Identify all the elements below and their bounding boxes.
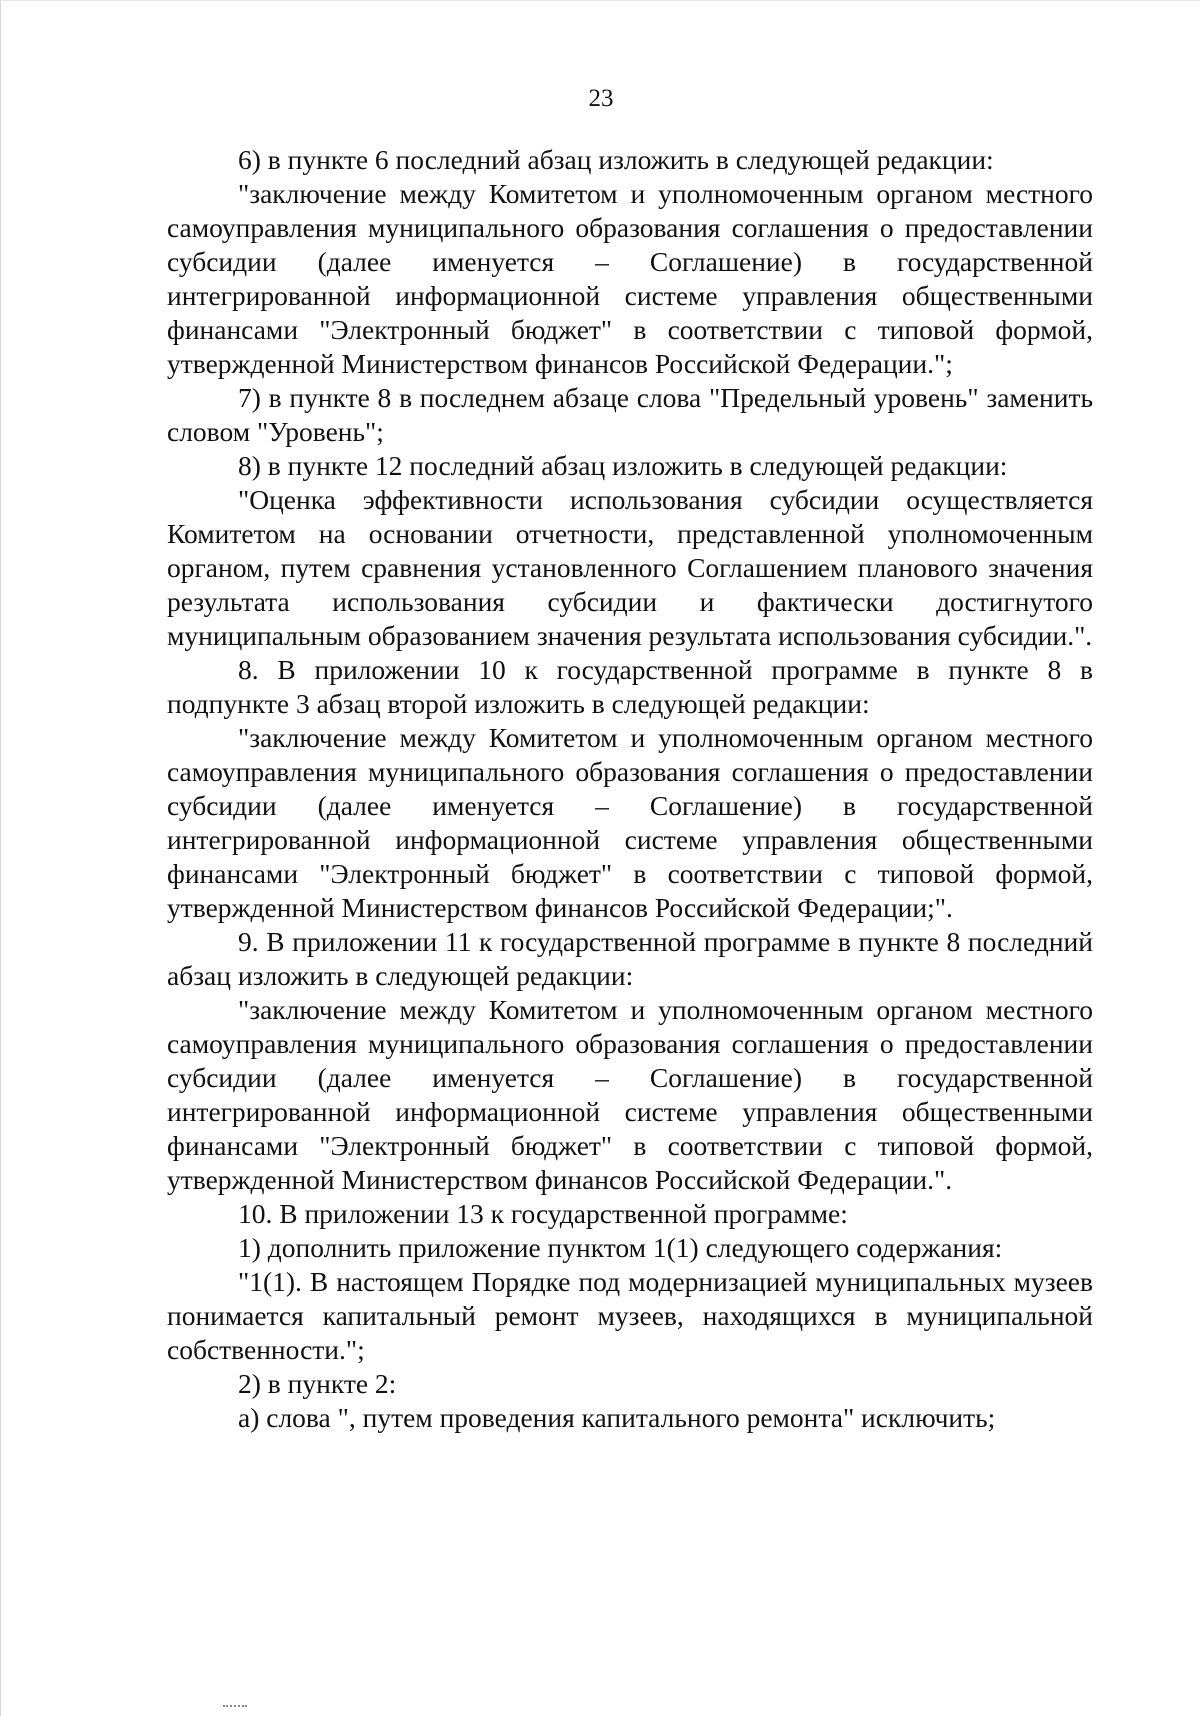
paragraph-quote-agreement-2: "заключение между Комитетом и уполномоченным органом местного самоуправления муниципального образования соглашения о предоставлении субсидии (далее именуется – Соглашение) в государственной интегрированной информационной системе управления общественными финансами "Электронный бюджет" в соответствии с типовой формой, утвержденной Министерством финансов Российской Федерации;". bbox=[167, 722, 1093, 923]
paragraph-quote-evaluation: "Оценка эффективности использования субсидии осуществляется Комитетом на основании отчетности, представленной уполномоченным органом, путем сравнения установленного Соглашением планового значения результата использования субсидии и фактически достигнутого муниципальным образованием значения результата использования субсидии.". bbox=[167, 484, 1093, 651]
paragraph-section-8: 8. В приложении 10 к государственной программе в пункте 8 в подпункте 3 абзац второй изложить в следующей редакции: bbox=[167, 654, 1093, 719]
paragraph-section-9: 9. В приложении 11 к государственной программе в пункте 8 последний абзац изложить в следующей редакции: bbox=[167, 926, 1093, 991]
paragraph-section-10: 10. В приложении 13 к государственной программе: bbox=[238, 1198, 848, 1229]
page-number: 23 bbox=[588, 85, 614, 112]
paragraph-quote-agreement-1: "заключение между Комитетом и уполномоченным органом местного самоуправления муниципального образования соглашения о предоставлении субсидии (далее именуется – Соглашение) в государственной интегрированной информационной системе управления общественными финансами "Электронный бюджет" в соответствии с типовой формой, утвержденной Министерством финансов Российской Федерации."; bbox=[167, 178, 1093, 379]
paragraph-quote-museums: "1(1). В настоящем Порядке под модернизацией муниципальных музеев понимается капитальный ремонт музеев, находящихся в муниципальной собственности."; bbox=[167, 1266, 1093, 1365]
document-body bbox=[167, 143, 1093, 1435]
paragraph-subitem-2a: а) слова ", путем проведения капитального ремонта" исключить; bbox=[238, 1402, 996, 1433]
paragraph-subitem-1: 1) дополнить приложение пунктом 1(1) следующего содержания: bbox=[238, 1232, 1003, 1263]
paragraph-item-8-intro: 8) в пункте 12 последний абзац изложить в следующей редакции: bbox=[238, 450, 1008, 481]
paragraph-item-7: 7) в пункте 8 в последнем абзаце слова "Предельный уровень" заменить словом "Уровень"; bbox=[167, 382, 1093, 447]
paragraph-item-6-intro: 6) в пункте 6 последний абзац изложить в следующей редакции: bbox=[238, 144, 994, 175]
paragraph-quote-agreement-3: "заключение между Комитетом и уполномоченным органом местного самоуправления муниципального образования соглашения о предоставлении субсидии (далее именуется – Соглашение) в государственной интегрированной информационной системе управления общественными финансами "Электронный бюджет" в соответствии с типовой формой, утвержденной Министерством финансов Российской Федерации.". bbox=[167, 994, 1093, 1195]
scan-artifact-mark bbox=[223, 1705, 247, 1710]
paragraph-subitem-2: 2) в пункте 2: bbox=[238, 1368, 397, 1399]
